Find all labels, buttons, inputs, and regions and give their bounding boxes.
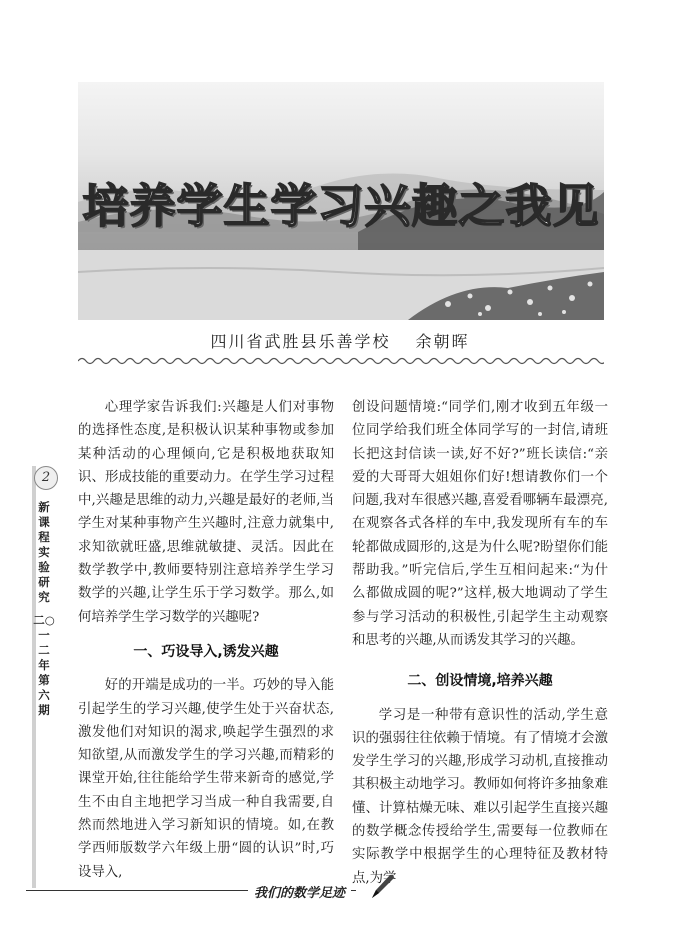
author-name: 余朝晖 <box>415 332 470 351</box>
page-number: 2 <box>34 466 58 490</box>
section1-continuation: 创设问题情境:“同学们,刚才收到五年级一位同学给我们班全体同学写的一封信,请班长把这封信读一读,好不好?”班长读信:“亲爱的大哥哥大姐姐你们好!想请教你们一个问题,我对车很感兴趣,喜爱看哪辆车最漂亮,在观察各式各样的车中,我发现所有车的车轮都做成圆形的,这是为什么呢?盼望你们能帮助我。”听完信后,学生互相问起来:“为什么都做成圆的呢?”这样,极大地调动了学生参与学习活动的积极性,引起学生主动观察和思考的兴趣,从而诱发其学习的兴趣。 <box>352 400 608 648</box>
column-left <box>78 396 334 884</box>
journal-vertical-label <box>33 500 55 718</box>
intro-paragraph: 心理学家告诉我们:兴趣是人们对事物的选择性态度,是积极认识某种事物或参加某种活动的心理倾向,它是积极地获取知识、形成技能的重要动力。在学生学习过程中,兴趣是思维的动力,兴趣是最好的老师,当学生对某种事物产生兴趣时,注意力就集中,求知欲就旺盛,思维就敏捷、灵活。因此在数学教学中,教师要特别注意培养学生学习数学的兴趣,让学生乐于学习数学。那么,如何培养学生学习数学的兴趣呢? <box>78 400 334 625</box>
column-right <box>352 396 608 890</box>
section1-paragraph: 好的开端是成功的一半。巧妙的导入能引起学生的学习兴趣,使学生处于兴奋状态,激发他们对知识的渴求,唤起学生强烈的求知欲望,从而激发学生的学习兴趣,而精彩的课堂开始,往往能给学生带来新奇的感觉,学生不由自主地把学习当成一种自我需要,自然而然地进入学习新知识的情境。如,在教学西师版数学六年级上册“圆的认识”时,巧设导入, <box>78 678 334 880</box>
article-title: 培养学生学习兴趣之我见 <box>82 179 600 233</box>
school-name: 四川省武胜县乐善学校 <box>210 332 391 351</box>
journal-issue: 二○一二年 第六期 <box>33 613 55 717</box>
section1-heading: 一、巧设导入,诱发兴趣 <box>133 643 279 660</box>
journal-name: 新课程实验研究 <box>38 500 50 604</box>
footer-caption: 我们的数学足迹 <box>248 882 351 901</box>
title-banner <box>78 82 604 320</box>
wave-divider <box>78 356 604 366</box>
section2-heading: 二、创设情境,培养兴趣 <box>407 673 553 690</box>
byline <box>0 329 680 352</box>
section2-paragraph: 学习是一种带有意识性的活动,学生意识的强弱往往依赖于情境。有了情境才会激发学生学习的兴趣,形成学习动机,直接推动其积极主动地学习。教师如何将许多抽象难懂、计算枯燥无味、难以引起学生直接兴趣的数学概念传授给学生,需要每一位教师在实际教学中根据学生的心理特征及教材特点,为学 <box>352 707 608 886</box>
pen-icon <box>368 872 398 902</box>
